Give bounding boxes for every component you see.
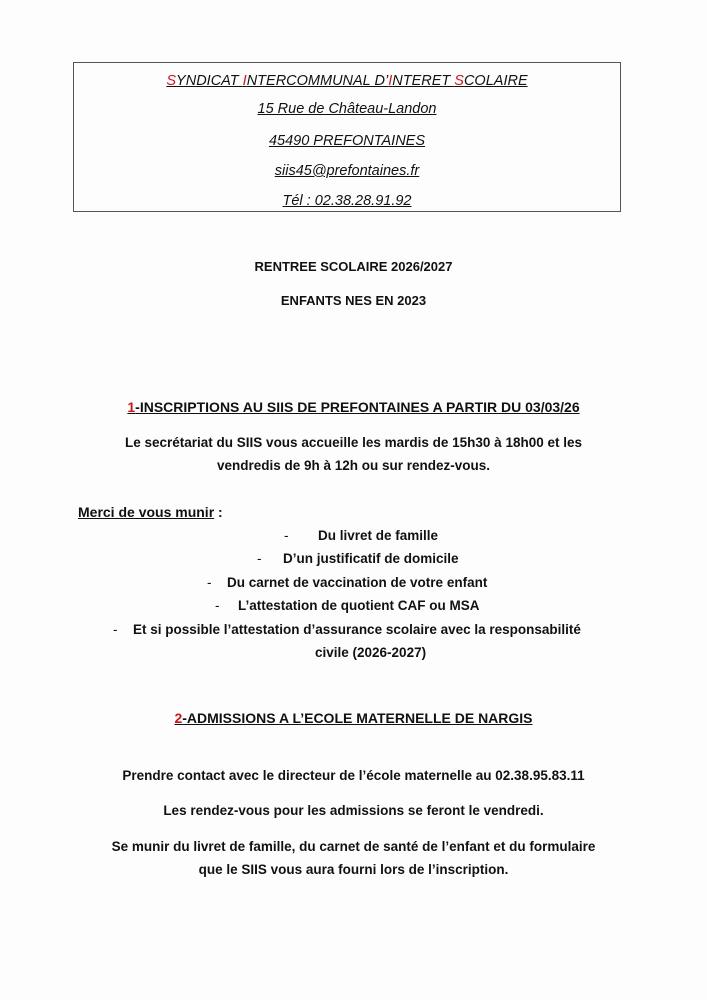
list-item: L’attestation de quotient CAF ou MSA	[238, 598, 480, 613]
section2-heading	[0, 710, 707, 726]
org-initial-i2: I	[388, 73, 393, 89]
list-dash: -	[284, 528, 289, 543]
section2-line2: Les rendez-vous pour les admissions se feront le vendredi.	[163, 803, 544, 818]
org-word-interet: NTERET	[392, 73, 455, 89]
list-dash: -	[207, 575, 212, 590]
section2-heading-text: -ADMISSIONS A L’ECOLE MATERNELLE DE NARGIS	[182, 710, 533, 726]
merci-label	[78, 504, 223, 520]
section2-line1: Prendre contact avec le directeur de l’école maternelle au 02.38.95.83.11	[122, 768, 585, 783]
merci-text: Merci de vous munir	[78, 504, 215, 520]
list-item: Et si possible l’attestation d’assurance scolaire avec la responsabilité	[133, 622, 581, 637]
section1-heading-text: -INSCRIPTIONS AU SIIS DE PREFONTAINES A PARTIR DU 03/03/26	[135, 399, 580, 415]
list-item-continuation: civile (2026-2027)	[315, 645, 427, 660]
city: 45490 PREFONTAINES	[268, 133, 426, 149]
section1-number: 1	[127, 399, 136, 415]
address: 15 Rue de Château-Landon	[257, 101, 437, 117]
section1-text-line2: vendredis de 9h à 12h ou sur rendez-vous.	[216, 458, 491, 473]
header-box	[73, 62, 621, 212]
email-link[interactable]: siis45@prefontaines.fr	[274, 163, 420, 179]
list-item: D’un justificatif de domicile	[283, 551, 459, 566]
section1-text-line1: Le secrétariat du SIIS vous accueille les mardis de 15h30 à 18h00 et les	[125, 435, 582, 450]
list-dash: -	[215, 598, 220, 613]
org-initial-s2: S	[454, 73, 464, 89]
org-initial-s: S	[166, 73, 177, 89]
enfants-title: ENFANTS NES EN 2023	[280, 293, 427, 308]
org-word-syndicat: YNDICAT	[176, 73, 243, 89]
list-dash: -	[113, 622, 118, 637]
phone: Tél : 02.38.28.91.92	[282, 193, 412, 209]
org-word-scolaire: COLAIRE	[463, 73, 528, 89]
section2-number: 2	[174, 710, 183, 726]
org-word-intercommunal: NTERCOMMUNAL D’	[246, 73, 389, 89]
rentree-title: RENTREE SCOLAIRE 2026/2027	[254, 259, 453, 274]
merci-colon: :	[214, 504, 223, 520]
section2-line4: que le SIIS vous aura fourni lors de l’inscription.	[198, 862, 509, 877]
section1-heading	[0, 399, 707, 415]
section2-line3: Se munir du livret de famille, du carnet de santé de l’enfant et du formulaire	[111, 839, 596, 854]
list-item: Du carnet de vaccination de votre enfant	[227, 575, 488, 590]
org-initial-i: I	[242, 73, 247, 89]
organization-name	[74, 73, 620, 89]
list-dash: -	[257, 551, 262, 566]
list-item: Du livret de famille	[318, 528, 439, 543]
